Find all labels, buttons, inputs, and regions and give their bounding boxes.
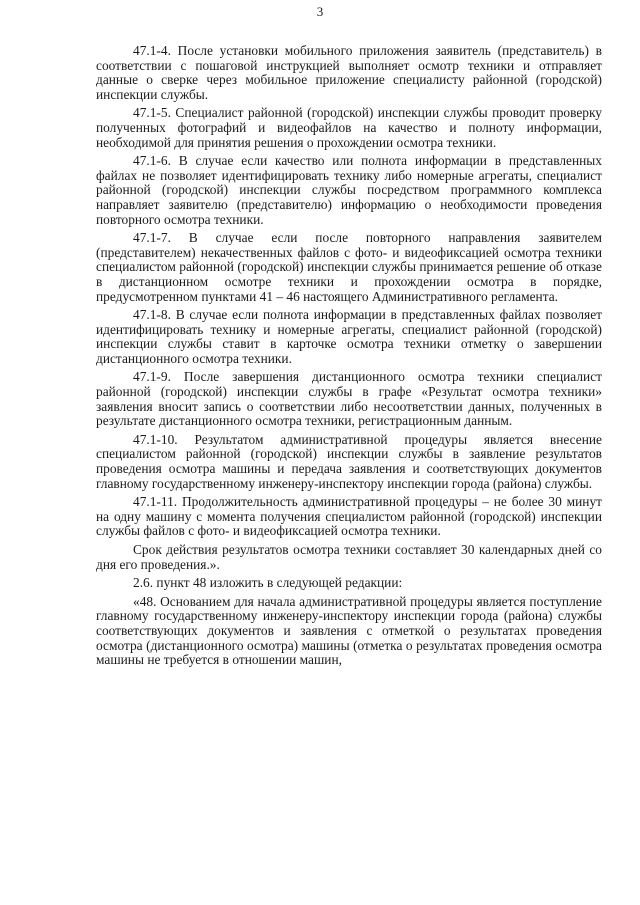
paragraph-47-1-4: 47.1-4. После установки мобильного приложения заявитель (представитель) в соответствии с пошаговой инструкцией выполняет осмотр техники и отправляет данные о сверке через мобильное приложение специалисту районной (городской) инспекции службы. (96, 43, 602, 102)
paragraph-47-1-5: 47.1-5. Специалист районной (городской) инспекции службы проводит проверку полученных фотографий и видеофайлов на качество и полноту информации, необходимой для принятия решения о прохождении осмотра техники. (96, 105, 602, 150)
paragraph-validity-period: Срок действия результатов осмотра техники составляет 30 календарных дней со дня его проведения.». (96, 542, 602, 572)
document-body (96, 44, 602, 672)
paragraph-47-1-6: 47.1-6. В случае если качество или полнота информации в представленных файлах не позволяет идентифицировать технику либо номерные агрегаты, специалист районной (городской) инспекции службы посредством программного комплекса направляет заявителю (представителю) информацию о необходимости проведения повторного осмотра техники. (96, 153, 602, 227)
paragraph-47-1-7: 47.1-7. В случае если после повторного направления заявителем (представителем) некачественных файлов с фото- и видеофиксацией осмотра техники специалистом районной (городской) инспекции службы принимается решение об отказе в дистанционном осмотре техники и прохождении осмотра в порядке, предусмотренном пунктами 41 – 46 настоящего Административного регламента. (96, 230, 602, 304)
paragraph-47-1-9: 47.1-9. После завершения дистанционного осмотра техники специалист районной (городской) инспекции службы в графе «Результат осмотра техники» заявления вносит запись о соответствии либо несоответствии данных, полученных в результате дистанционного осмотра техники, регистрационным данным. (96, 369, 602, 429)
paragraph-47-1-8: 47.1-8. В случае если полнота информации в представленных файлах позволяет идентифицировать технику и номерные агрегаты, специалист районной (городской) инспекции службы ставит в карточке осмотра техники отметку о завершении дистанционного осмотра техники. (96, 307, 602, 366)
paragraph-47-1-11: 47.1-11. Продолжительность административной процедуры – не более 30 минут на одну машину с момента получения специалистом районной (городской) инспекции службы файлов с фото- и видеофиксацией осмотра техники. (96, 494, 602, 539)
page-number: 3 (316, 4, 324, 19)
paragraph-47-1-10: 47.1-10. Результатом административной процедуры является внесение специалистом районной (городской) инспекции службы в заявление результатов проведения осмотра машины и передача заявления и соответствующих документов главному государственному инженеру-инспектору инспекции города (района) службы. (96, 431, 602, 491)
paragraph-48: «48. Основанием для начала административной процедуры является поступление главному государственному инженеру-инспектору инспекции города (района) службы соответствующих документов и заявления с отметкой о результатах проведения осмотра (дистанционного осмотра) машины (отметка о результатах проведения осмотра машины не требуется в отношении машин, (96, 593, 602, 668)
paragraph-2-6: 2.6. пункт 48 изложить в следующей редакции: (133, 575, 403, 591)
